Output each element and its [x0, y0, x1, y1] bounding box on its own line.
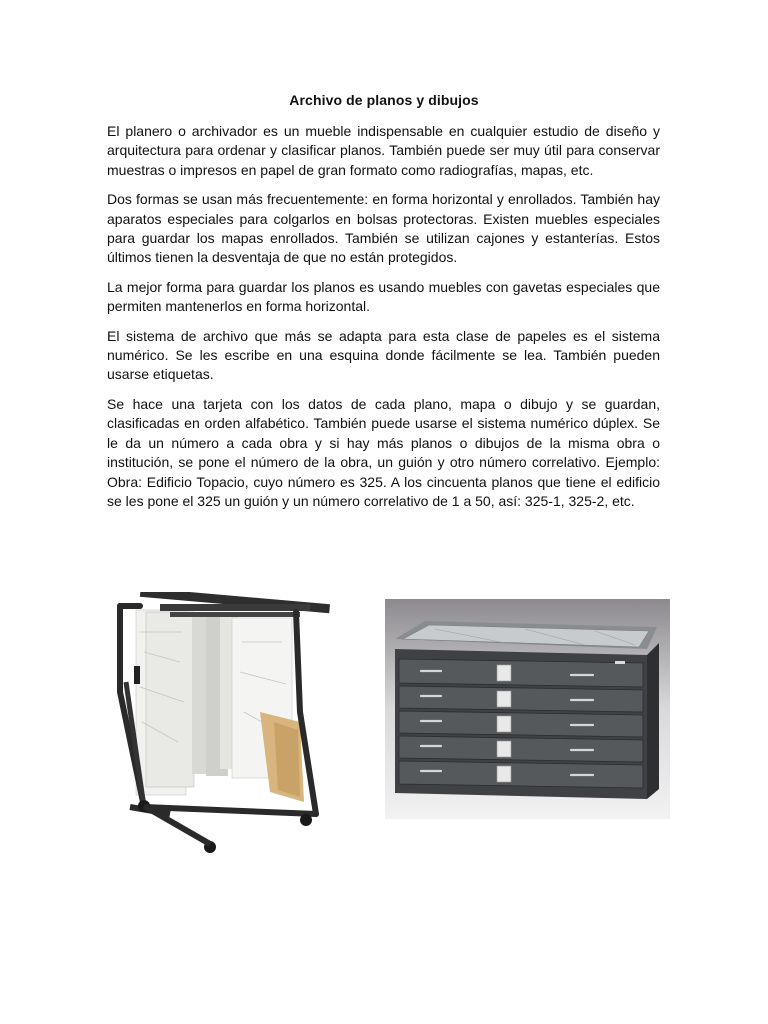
hanging-plan-rack-image: [110, 592, 340, 858]
paragraph-1: El planero o archivador es un mueble indispensable en cualquier estudio de diseño y arquitectura para ordenar y clasificar planos. También puede ser muy útil para conservar muestras o impresos en papel de gran formato como radiografías, mapas, etc.: [107, 123, 660, 178]
paragraph-2: Dos formas se usan más frecuentemente: en forma horizontal y enrollados. También hay aparatos especiales para colgarlos en bolsas protectoras. Existen muebles especiales para guardar los mapas enrollados. También se utilizan cajones y estanterías. Estos últimos tienen la desventaja de que no están protegidos.: [107, 191, 660, 266]
paragraph-5: Se hace una tarjeta con los datos de cada plano, mapa o dibujo y se guardan, clasificadas en orden alfabético. También puede usarse el sistema numérico dúplex. Se le da un número a cada obra y si hay más planos o dibujos de la misma obra o institución, se pone el número de la obra, un guión y otro número correlativo. Ejemplo: Obra: Edificio Topacio, cuyo número es 325. A los cincuenta planos que tiene el edificio se les pone el 325 un guión y un número correlativo de 1 a 50, así: 325-1, 325-2, etc.: [107, 395, 660, 509]
paragraph-3: La mejor forma para guardar los planos es usando muebles con gavetas especiales que permiten mantenerlos en forma horizontal.: [107, 278, 660, 315]
document-title: Archivo de planos y dibujos: [289, 92, 479, 108]
paragraph-4: El sistema de archivo que más se adapta para esta clase de papeles es el sistema numérico. Se les escribe en una esquina donde fácilmente se lea. También pueden usarse etiquetas.: [107, 327, 660, 383]
document-body: [107, 122, 660, 521]
flat-file-cabinet-image: [385, 599, 670, 819]
